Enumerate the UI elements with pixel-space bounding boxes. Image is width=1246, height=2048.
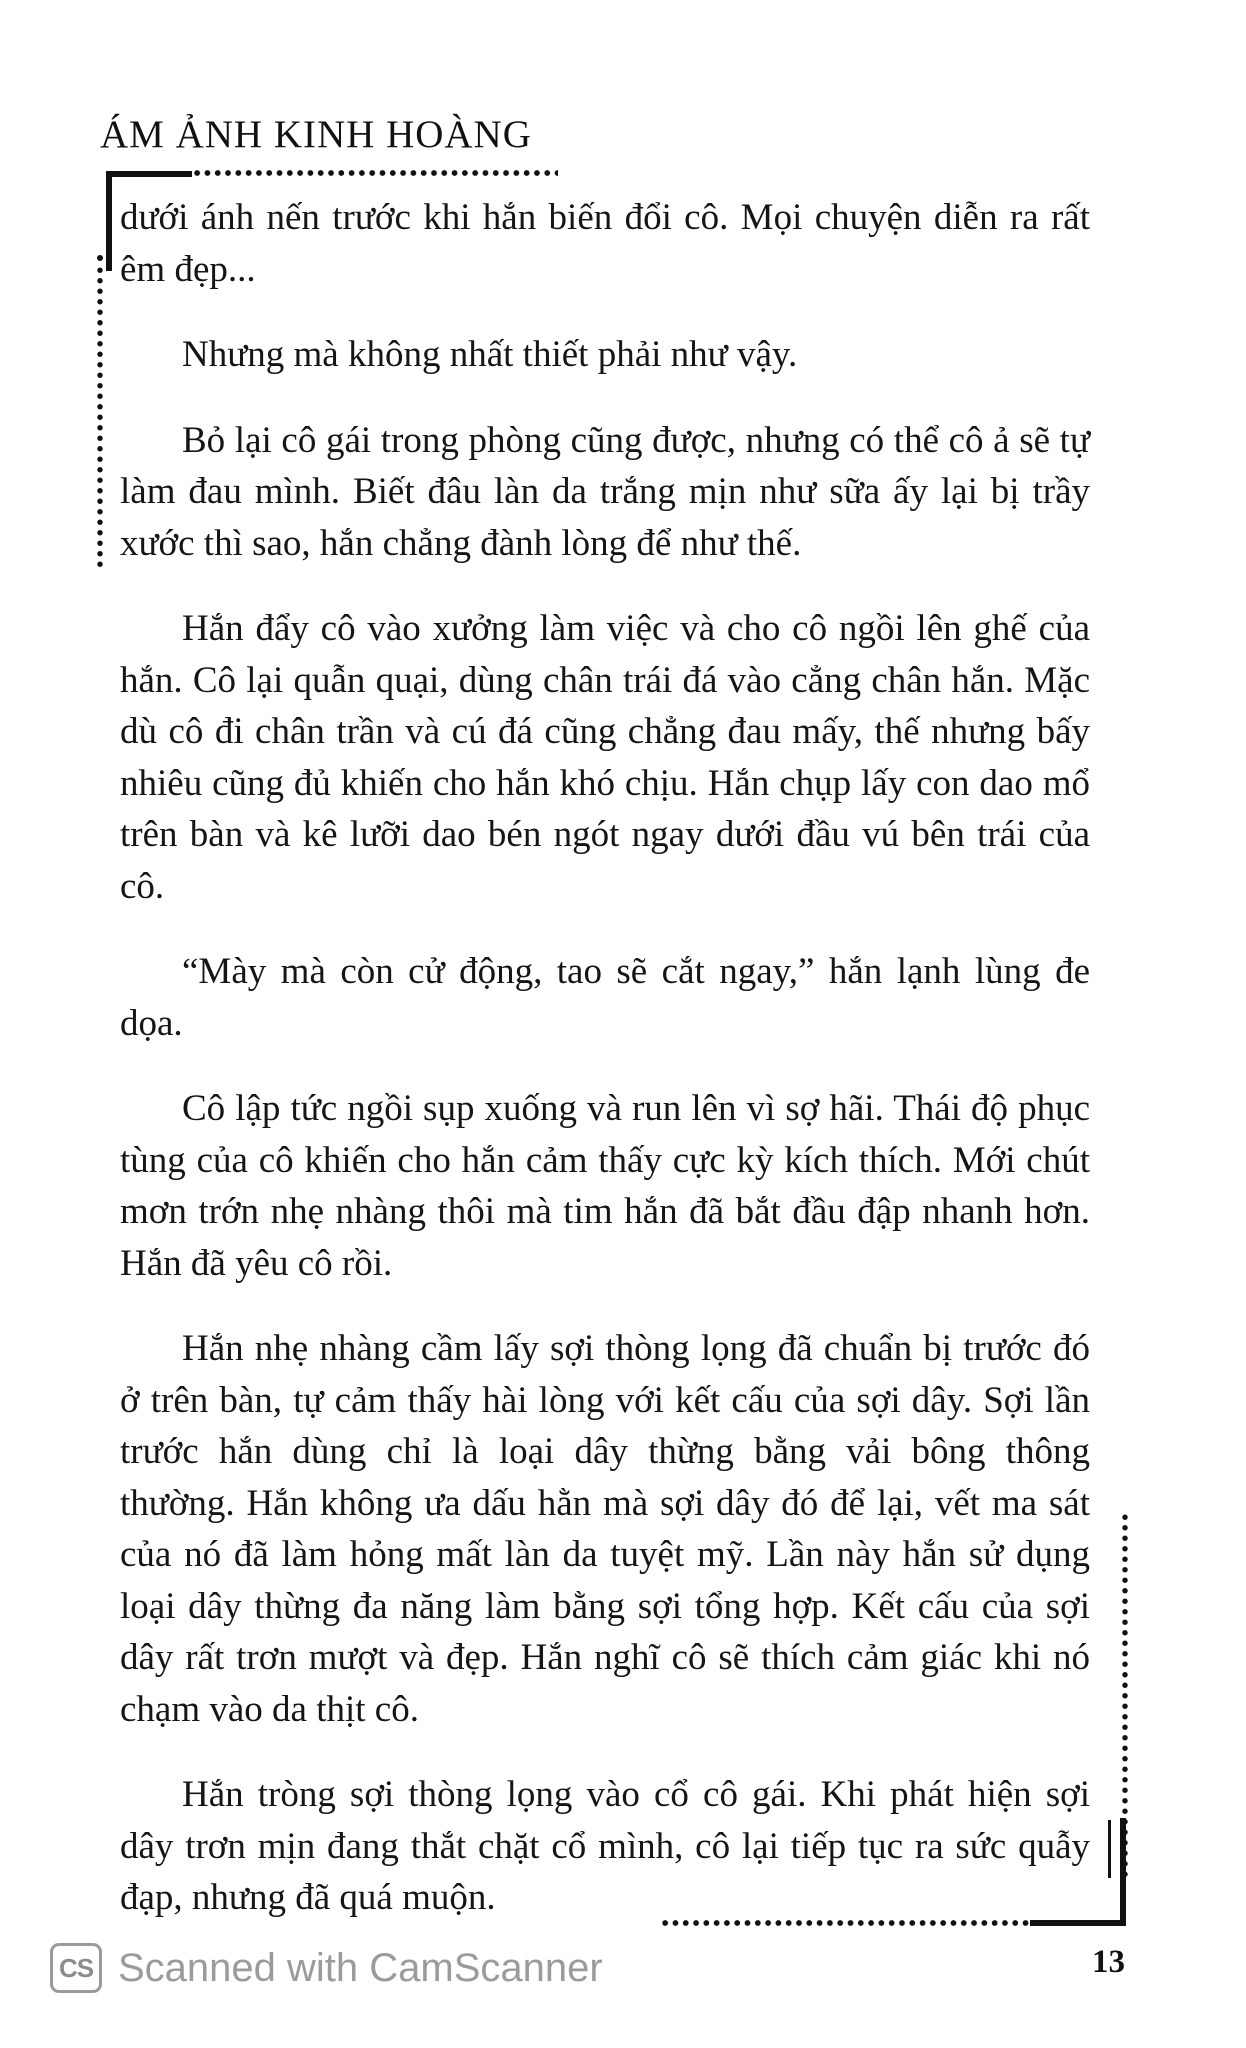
watermark-text: Scanned with CamScanner [118, 1945, 603, 1990]
ornament-dots [192, 168, 558, 178]
paragraph: dưới ánh nến trước khi hắn biến đổi cô. Mọi chuyện diễn ra rất êm đẹp... [120, 197, 1090, 290]
paragraph: “Mày mà còn cử động, tao sẽ cắt ngay,” hắn lạnh lùng đe dọa. [120, 951, 1090, 1044]
paragraph: Cô lập tức ngồi sụp xuống và run lên vì sợ hãi. Thái độ phục tùng của cô khiến cho hắn cảm thấy cực kỳ kích thích. Mới chút mơn trớn nhẹ nhàng thôi mà tim hắn đã bắt đầu đập nhanh hơn. Hắn đã yêu cô rồi. [120, 1088, 1090, 1284]
camscanner-logo-icon: CS [50, 1943, 102, 1993]
ornament-bar [106, 171, 112, 271]
ornament-dot [97, 255, 103, 261]
ornament-bar [1030, 1920, 1126, 1926]
ornament-bar [1120, 1818, 1126, 1926]
paragraph: Bỏ lại cô gái trong phòng cũng được, nhưng có thể cô ả sẽ tự làm đau mình. Biết đâu làn da trắng mịn như sữa ấy lại bị trầy xước thì sao, hắn chẳng đành lòng để như thế. [120, 419, 1090, 564]
camscanner-watermark [50, 1942, 603, 1994]
paragraph: Hắn đẩy cô vào xưởng làm việc và cho cô ngồi lên ghế của hắn. Cô lại quẫn quại, dùng chân trái đá vào cẳng chân hắn. Mặc dù cô đi chân trần và cú đá cũng chẳng đau mấy, thế nhưng bấy nhiêu cũng đủ khiến cho hắn khó chịu. Hắn chụp lấy con dao mổ trên bàn và kê lưỡi dao bén ngót ngay dưới đầu vú bên trái của cô. [120, 608, 1090, 907]
paragraph: Nhưng mà không nhất thiết phải như vậy. [182, 334, 798, 375]
header-title: ÁM ẢNH KINH HOÀNG [100, 113, 532, 156]
ornament-bar [106, 171, 192, 177]
ornament-dots [660, 1918, 1032, 1928]
paragraph: Hắn nhẹ nhàng cầm lấy sợi thòng lọng đã chuẩn bị trước đó ở trên bàn, tự cảm thấy hài lòng với kết cấu của sợi dây. Sợi lần trước hắn dùng chỉ là loại dây thừng bằng vải bông thông thường. Hắn không ưa dấu hằn mà sợi dây đó để lại, vết ma sát của nó đã làm hỏng mất làn da tuyệt mỹ. Lần này hắn sử dụng loại dây thừng đa năng làm bằng sợi tổng hợp. Kết cấu của sợi dây rất trơn mượt và đẹp. Hắn nghĩ cô sẽ thích cảm giác khi nó chạm vào da thịt cô. [120, 1328, 1090, 1730]
paragraph: Hắn tròng sợi thòng lọng vào cổ cô gái. Khi phát hiện sợi dây trơn mịn đang thắt chặt cổ mình, cô lại tiếp tục ra sức quẫy đạp, nhưng đã quá muộn. [120, 1774, 1090, 1918]
ornament-dots [95, 265, 105, 570]
page-number: 13 [1092, 1944, 1125, 1980]
ornament-bar [1108, 1820, 1111, 1878]
chapter-body [120, 192, 1090, 1958]
